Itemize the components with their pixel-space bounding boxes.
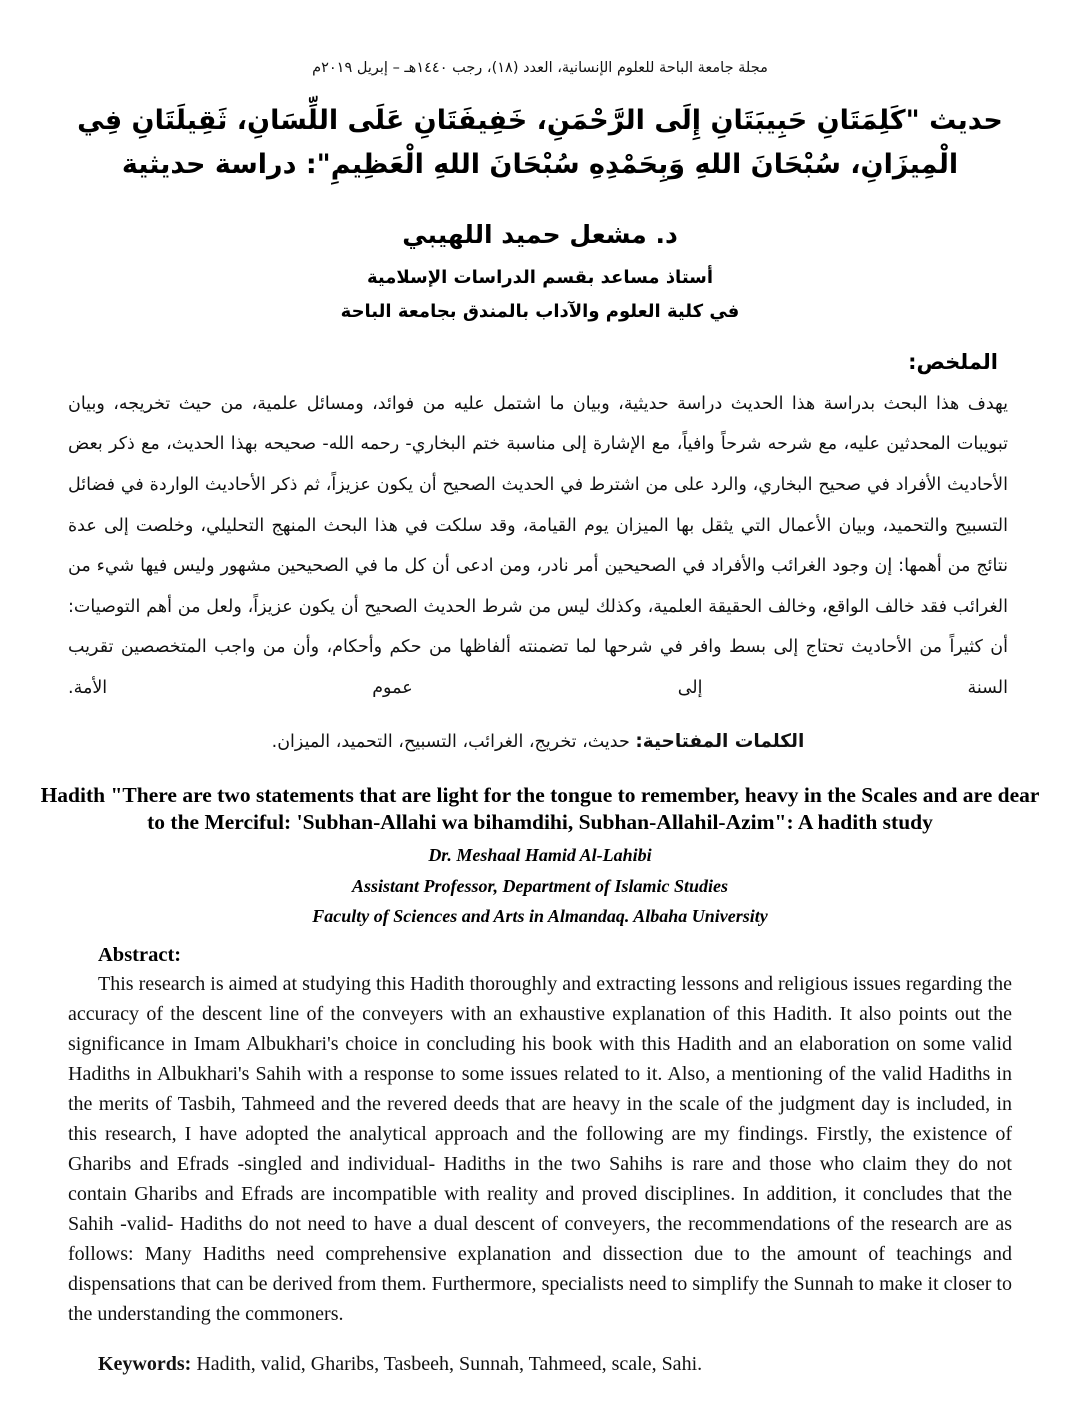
- arabic-paper-title: حديث "كَلِمَتَانِ حَبِيبَتَانِ إِلَى الرَّحْمَنِ، خَفِيفَتَانِ عَلَى اللِّسَانِ، ثَقِيلَتَانِ فِي الْمِيزَانِ، سُبْحَانَ اللهِ وَبِحَمْدِهِ سُبْحَانَ اللهِ الْعَظِيمِ": دراسة حديثية: [77, 105, 1003, 180]
- arabic-affiliation-faculty: في كلية العلوم والآداب بالمندق بجامعة الباحة: [340, 301, 740, 323]
- arabic-abstract-heading: الملخص:: [908, 349, 998, 374]
- arabic-abstract-body: يهدف هذا البحث بدراسة هذا الحديث دراسة حديثية، وبيان ما اشتمل عليه من فوائد، ومسائل علمية، من حيث تخريجه، وبيان تبويبات المحدثين عليه، مع شرحه شرحاً وافياً، مع الإشارة إلى مناسبة ختم البخاري- رحمه الله- صحيحه بهذا الحديث، مع ذكر بعض الأحاديث الأفراد في صحيح البخاري، والرد على من اشترط في الحديث الصحيح أن يكون عزيزاً، ثم ذكر الأحاديث الواردة في فضائل التسبيح والتحميد، وبيان الأعمال التي يثقل بها الميزان يوم القيامة، وقد سلكت في هذا البحث المنهج التحليلي، وخلصت إلى عدة نتائج من أهمها: إن وجود الغرائب والأفراد في الصحيحين أمر نادر، ومن ادعى أن كل ما في الصحيحين مشهور وليس فيها شيء من الغرائب فقد خالف الواقع، وخالف الحقيقة العلمية، وكذلك ليس من شرط الحديث الصحيح أن يكون عزيزاً، ولعل من أهم التوصيات: أن كثيراً من الأحاديث تحتاج إلى بسط وافر في شرحها لما تضمنته ألفاظها من حكم وأحكام، وأن من واجب المتخصصين تقريب السنة إلى عموم الأمة.: [68, 393, 1008, 698]
- arabic-keywords-label: الكلمات المفتاحية:: [635, 730, 805, 752]
- arabic-author-name: د. مشعل حميد اللهيبي: [402, 219, 678, 249]
- arabic-keywords: [68, 731, 1008, 752]
- english-abstract-heading: Abstract:: [98, 944, 182, 967]
- english-affiliation-faculty: Faculty of Sciences and Arts in Almandaq. Albaha University: [312, 905, 768, 926]
- english-keywords-label: Keywords:: [98, 1353, 192, 1376]
- english-affiliation-department: Assistant Professor, Department of Islamic Studies: [351, 875, 729, 896]
- english-author-name: Dr. Meshaal Hamid Al-Lahibi: [428, 845, 652, 866]
- journal-running-header: مجلة جامعة الباحة للعلوم الإنسانية، العدد (١٨)، رجب ١٤٤٠هـ – إبريل ٢٠١٩م: [312, 60, 768, 76]
- english-paper-title: Hadith "There are two statements that are light for the tongue to remember, heavy in the Scales and are dear to the Merciful: 'Subhan-Allahi wa bihamdihi, Subhan-Allahil-Azim": A hadith study: [40, 782, 1040, 835]
- arabic-affiliation-department: أستاذ مساعد بقسم الدراسات الإسلامية: [366, 266, 714, 288]
- english-keywords: [98, 1353, 1012, 1376]
- english-abstract-body: This research is aimed at studying this Hadith thoroughly and extracting lessons and religious issues regarding the accuracy of the descent line of the conveyers with an exhaustive explanation of this Hadith. It also points out the significance in Imam Albukhari's choice in concluding his book with this Hadith and an elaboration on some valid Hadiths in Albukhari's Sahih with a response to some issues related to it. Also, a mentioning of the valid Hadiths in the merits of Tasbih, Tahmeed and the revered deeds that are heavy in the scale of the judgment day is included, in this research, I have adopted the analytical approach and the following are my findings. Firstly, the existence of Gharibs and Efrads -singled and individual- Hadiths in the two Sahihs is rare and those who claim they do not contain Gharibs and Efrads are incompatible with reality and proved disciplines. In addition, it concludes that the Sahih -valid- Hadiths do not need to have a dual descent of conveyers, the recommendations of the research are as follows: Many Hadiths need comprehensive explanation and dissection due to the amount of teachings and dispensations that can be derived from them. Furthermore, specialists need to simplify the Sunnah to make it closer to the understanding the commoners.: [68, 973, 1012, 1326]
- english-keywords-value: Hadith, valid, Gharibs, Tasbeeh, Sunnah, Tahmeed, scale, Sahi.: [196, 1353, 703, 1376]
- arabic-keywords-value: حديث، تخريج، الغرائب، التسبيح، التحميد، الميزان.: [271, 731, 630, 752]
